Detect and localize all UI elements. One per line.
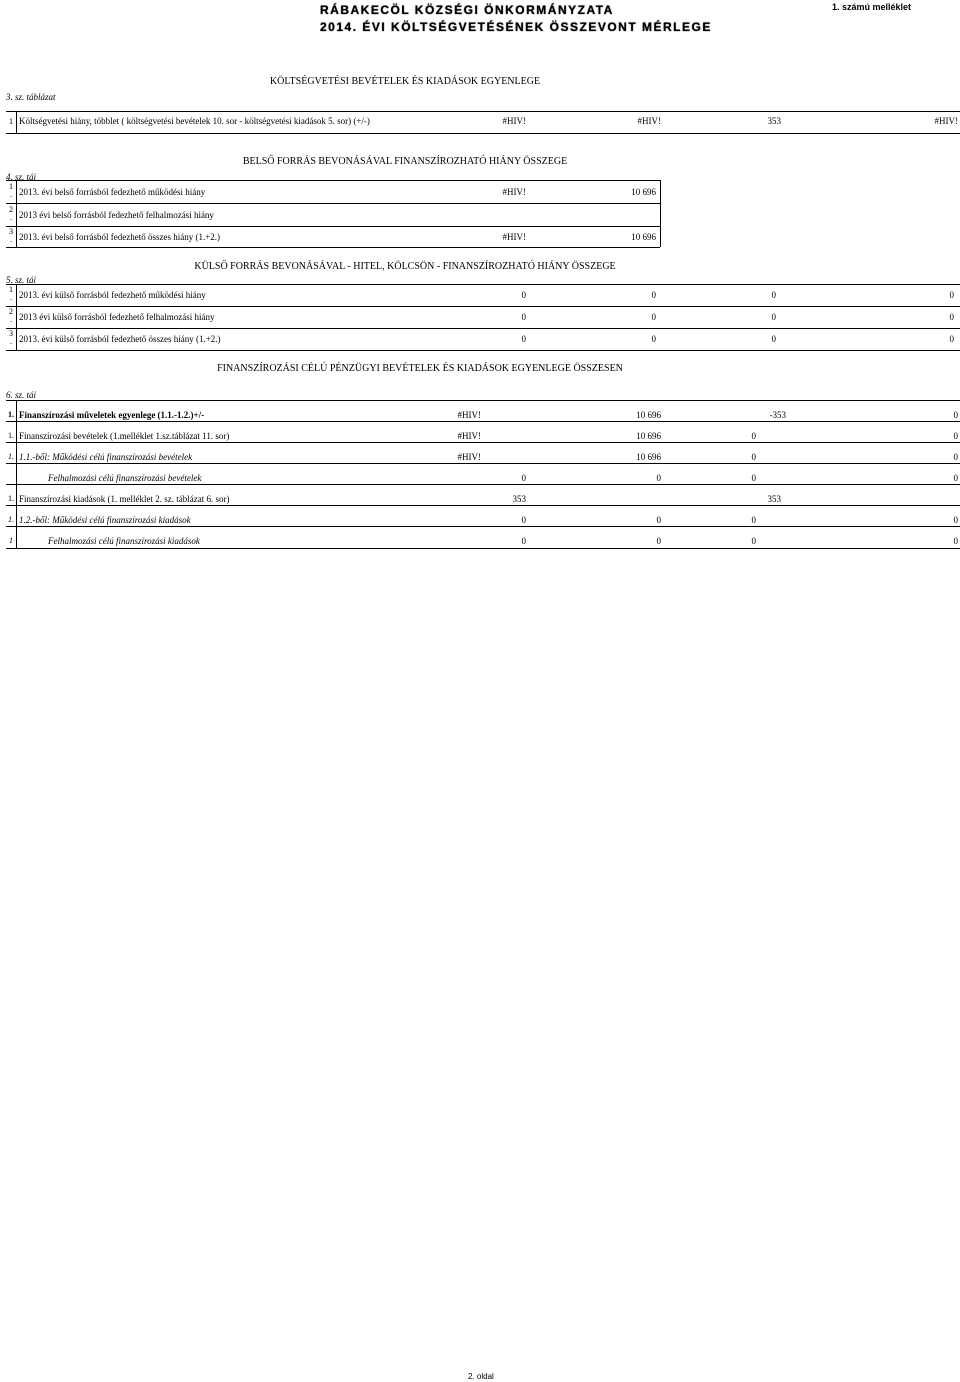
sec6-value-2: 10 696: [636, 410, 661, 420]
sec4-row-index: 1 .: [9, 182, 13, 199]
sec6-value-3: 0: [751, 515, 756, 525]
sec6-value-1: #HIV!: [457, 431, 481, 441]
sec6-value-2: 0: [656, 515, 661, 525]
sec6-value-3: 353: [767, 494, 781, 504]
sec5-value-1: 0: [521, 290, 526, 300]
sec6-value-1: #HIV!: [457, 410, 481, 420]
sec5-value-2: 0: [651, 290, 656, 300]
sec3-row-1: [6, 116, 960, 130]
sec6-value-4: 0: [953, 410, 958, 420]
sec5-value-2: 0: [651, 334, 656, 344]
sec5-row-2: [6, 308, 960, 326]
sec6-row-index: 1.: [8, 410, 14, 419]
sec4-value-2: 10 696: [631, 232, 656, 242]
sec5-value-4: 0: [949, 334, 954, 344]
sec6-value-1: 353: [512, 494, 526, 504]
sec5-table-label: 5. sz. tái: [6, 275, 37, 285]
sec4-value-1: #HIV!: [502, 232, 526, 242]
sec6-row-index: 1: [9, 536, 13, 545]
sec6-value-2: 10 696: [636, 431, 661, 441]
sec6-value-4: 0: [953, 452, 958, 462]
sec5-value-3: 0: [771, 312, 776, 322]
sec4-row-2: [6, 206, 660, 224]
sec5-row-index: 1 .: [9, 285, 13, 302]
sec6-value-1: 0: [521, 473, 526, 483]
sec4-right-border: [660, 180, 661, 247]
sec6-title: FINANSZÍROZÁSI CÉLÚ PÉNZÜGYI BEVÉTELEK ÉS KIADÁSOK EGYENLEGE ÖSSZESEN: [217, 363, 623, 374]
sec3-value-3: 353: [767, 116, 781, 126]
sec6-value-2: 10 696: [636, 452, 661, 462]
sec3-table-label: 3. sz. táblázat: [6, 92, 56, 102]
sec6-value-4: 0: [953, 473, 958, 483]
sec3-row-index: 1: [9, 117, 13, 126]
sec4-line-3: [6, 226, 660, 227]
sec5-line-3: [6, 328, 960, 329]
sec6-value-3: 0: [751, 431, 756, 441]
sec6-row-index: 1.: [8, 494, 14, 503]
sec6-value-2: 0: [656, 473, 661, 483]
sec3-row-label: Költségvetési hiány, többlet ( költségvetési bevételek 10. sor - költségvetési kiadások 5. sor) (+/-): [19, 116, 370, 126]
sec5-row-label: 2013. évi külső forrásból fedezhető összes hiány (1.+2.): [19, 334, 221, 344]
sec6-row-6: [6, 513, 960, 527]
sec6-row-3: [6, 450, 960, 464]
sec6-row-5: [6, 492, 960, 506]
sec4-row-1: [6, 183, 660, 201]
document-title: 2014. ÉVI KÖLTSÉGVETÉSÉNEK ÖSSZEVONT MÉRLEGE: [320, 20, 712, 34]
sec5-line-top: [6, 284, 960, 285]
sec6-line-bottom: [6, 548, 960, 549]
sec5-value-1: 0: [521, 334, 526, 344]
sec4-value-2: 10 696: [631, 187, 656, 197]
sec4-row-label: 2013. évi belső forrásból fedezhető működési hiány: [19, 187, 206, 197]
annex-label: 1. számú melléklet: [832, 2, 912, 12]
sec6-value-1: #HIV!: [457, 452, 481, 462]
sec6-value-2: 0: [656, 536, 661, 546]
sec6-table-label: 6. sz. tái: [6, 390, 37, 400]
sec5-value-4: 0: [949, 290, 954, 300]
sec5-value-3: 0: [771, 334, 776, 344]
sec6-row-1: [6, 408, 960, 422]
sec5-value-4: 0: [949, 312, 954, 322]
sec4-row-index: 2 .: [9, 205, 13, 222]
sec6-value-3: -353: [769, 410, 786, 420]
sec4-line-2: [6, 203, 660, 204]
sec5-value-3: 0: [771, 290, 776, 300]
sec4-row-index: 3 .: [9, 227, 13, 244]
sec5-line-bottom: [6, 350, 960, 351]
sec5-row-3: [6, 330, 960, 348]
sec6-value-3: 0: [751, 452, 756, 462]
sec5-row-label: 2013 évi külső forrásból fedezhető felhalmozási hiány: [19, 312, 215, 322]
sec6-row-label: Felhalmozási célú finanszírozási kiadások: [48, 536, 200, 546]
sec6-row-label: Felhalmozási célú finanszírozási bevételek: [48, 473, 202, 483]
sec6-row-label: Finanszírozási bevételek (1.melléklet 1.sz.táblázat 11. sor): [19, 431, 230, 441]
sec5-value-1: 0: [521, 312, 526, 322]
sec5-row-1: [6, 286, 960, 304]
sec3-value-2: #HIV!: [637, 116, 661, 126]
sec6-row-label: Finanszírozási kiadások (1. melléklet 2. sz. táblázat 6. sor): [19, 494, 230, 504]
org-name: RÁBAKECÖL KÖZSÉGI ÖNKORMÁNYZATA: [320, 3, 614, 17]
sec3-value-4: #HIV!: [934, 116, 958, 126]
sec5-row-index: 3 .: [9, 329, 13, 346]
sec4-table-label: 4. sz. tái: [6, 172, 37, 182]
sec3-line-bottom: [6, 133, 960, 134]
sec5-title: KÜLSŐ FORRÁS BEVONÁSÁVAL - HITEL, KÖLCSÖN - FINANSZÍROZHATÓ HIÁNY ÖSSZEGE: [194, 261, 616, 272]
sec4-line-bottom: [6, 247, 660, 248]
sec3-line-top: [6, 111, 960, 112]
sec6-value-4: 0: [953, 431, 958, 441]
sec6-row-label: 1.2.-ből: Működési célú finanszírozási kiadások: [19, 515, 191, 525]
sec5-row-label: 2013. évi külső forrásból fedezhető működési hiány: [19, 290, 206, 300]
sec5-value-2: 0: [651, 312, 656, 322]
sec6-value-4: 0: [953, 515, 958, 525]
sec6-value-4: 0: [953, 536, 958, 546]
sec6-row-index: 1.: [8, 515, 14, 524]
sec6-value-3: 0: [751, 473, 756, 483]
sec6-row-label: 1.1.-ből: Működési célú finanszírozási bevételek: [19, 452, 193, 462]
sec5-line-2: [6, 306, 960, 307]
sec4-row-label: 2013. évi belső forrásból fedezhető összes hiány (1.+2.): [19, 232, 221, 242]
sec6-row-index: 1.: [8, 431, 14, 440]
sec4-value-1: #HIV!: [502, 187, 526, 197]
sec6-value-1: 0: [521, 515, 526, 525]
page-number: 2. oldal: [468, 1372, 494, 1381]
sec5-row-index: 2 .: [9, 307, 13, 324]
sec6-line-top: [6, 400, 960, 401]
sec3-title: KÖLTSÉGVETÉSI BEVÉTELEK ÉS KIADÁSOK EGYENLEGE: [269, 76, 541, 87]
sec4-row-label: 2013 évi belső forrásból fedezhető felhalmozási hiány: [19, 210, 214, 220]
sec6-row-4: [6, 471, 960, 485]
sec6-row-2: [6, 429, 960, 443]
sec4-row-3: [6, 228, 660, 246]
sec6-value-1: 0: [521, 536, 526, 546]
sec4-line-top: [6, 180, 660, 181]
sec4-title: BELSŐ FORRÁS BEVONÁSÁVAL FINANSZÍROZHATÓ HIÁNY ÖSSZEGE: [242, 156, 568, 167]
sec6-value-3: 0: [751, 536, 756, 546]
sec3-value-1: #HIV!: [502, 116, 526, 126]
sec6-row-label: Finanszírozási műveletek egyenlege (1.1.-1.2.)+/-: [19, 410, 205, 420]
sec6-row-7: [6, 534, 960, 548]
sec6-row-index: 1.: [8, 452, 14, 461]
